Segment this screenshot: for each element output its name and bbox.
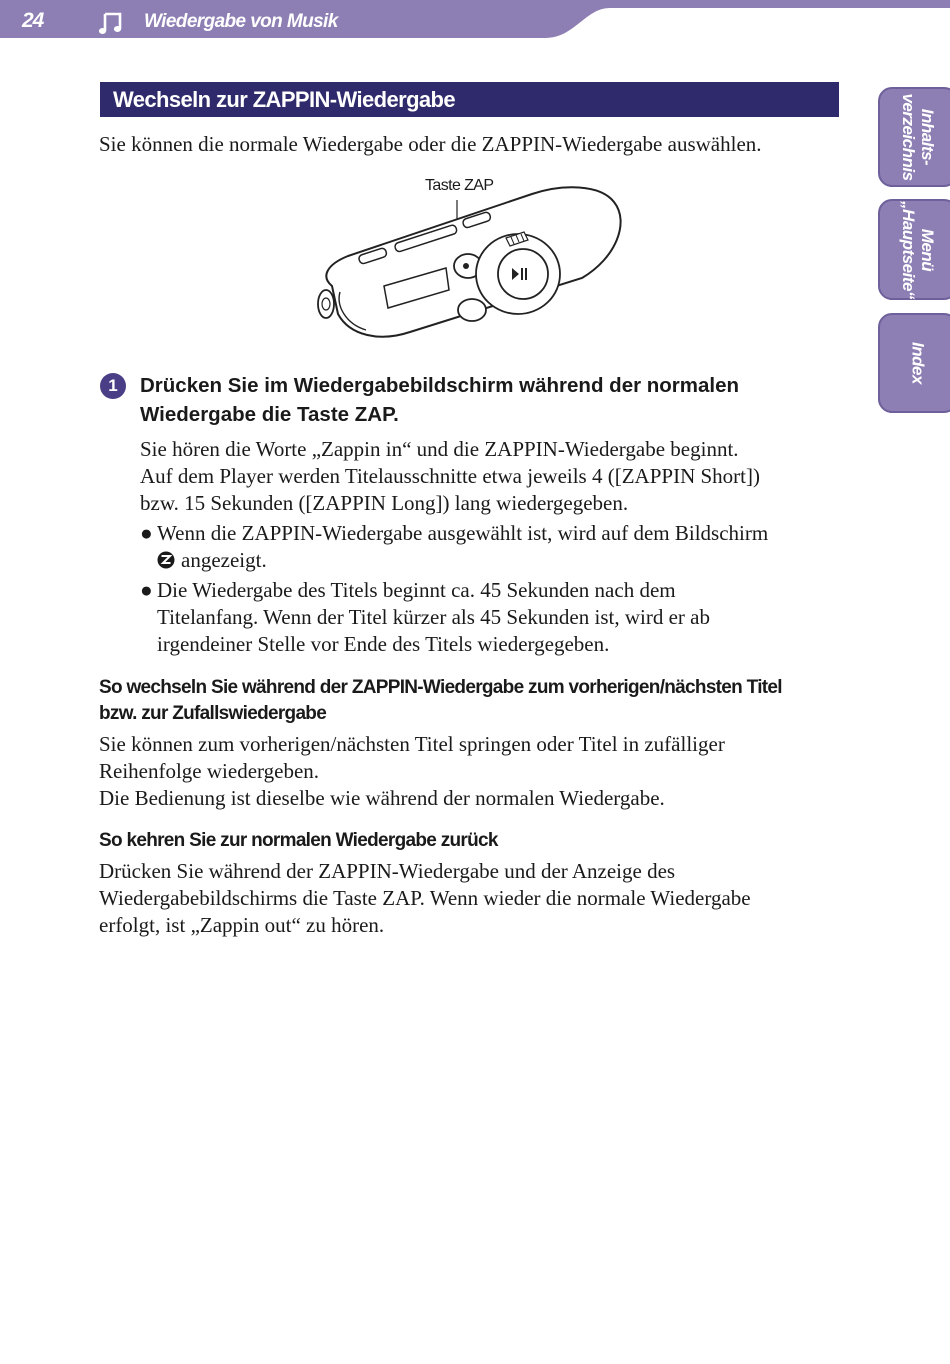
subsection-text: Drücken Sie während der ZAPPIN-Wiedergabe und der Anzeige des Wiedergabebildschirms die Taste ZAP. Wenn wieder die normale Wiedergabe erfolgt, ist „Zappin out“ zu hören. xyxy=(99,859,751,937)
bullet-item: ● Die Wiedergabe des Titels beginnt ca. 45 Sekunden nach dem Titelanfang. Wenn der Titel kürzer als 45 Sekunden ist, wird er ab irgendeiner Stelle vor Ende des Titels wiedergegeben. xyxy=(140,578,710,656)
tab-main-menu[interactable] xyxy=(878,199,950,300)
step-title: Drücken Sie im Wiedergabebildschirm während der normalen Wiedergabe die Taste ZAP. xyxy=(140,374,740,426)
tab-label: Inhalts- verzeichnis xyxy=(899,93,937,181)
bullet-item: ● Wenn die ZAPPIN-Wiedergabe ausgewählt ist, wird auf dem Bildschirm angezeigt. xyxy=(140,521,769,572)
section-title: Wechseln zur ZAPPIN-Wiedergabe xyxy=(100,82,839,117)
tab-label: Index xyxy=(908,342,928,384)
subsection-heading: So wechseln Sie während der ZAPPIN-Wiedergabe zum vorherigen/nächsten Titel bzw. zur Zufallswiedergabe xyxy=(99,677,782,724)
header-title: Wiedergabe von Musik xyxy=(144,11,338,32)
step-body-text: Sie hören die Worte „Zappin in“ und die ZAPPIN-Wiedergabe beginnt. Auf dem Player werden Titelausschnitte etwa jeweils 4 ([ZAPPIN Short]) bzw. 15 Sekunden ([ZAPPIN Long]) lang wiedergegeben. xyxy=(140,437,760,515)
step-number-badge: 1 xyxy=(100,373,126,399)
page-number: 24 xyxy=(22,9,44,32)
tab-table-of-contents[interactable] xyxy=(878,87,950,187)
player-illustration xyxy=(300,174,630,346)
subsection-text: Sie können zum vorherigen/nächsten Titel springen oder Titel in zufälliger Reihenfolge wiedergeben. Die Bedienung ist dieselbe wie während der normalen Wiedergabe. xyxy=(99,732,725,810)
music-note-icon xyxy=(98,10,124,36)
bullet-marker: ● xyxy=(140,578,153,602)
subsection-heading: So kehren Sie zur normalen Wiedergabe zurück xyxy=(99,830,498,851)
tab-label: Menü „Hauptseite“ xyxy=(899,200,937,299)
tab-index[interactable] xyxy=(878,313,950,413)
intro-text: Sie können die normale Wiedergabe oder die ZAPPIN-Wiedergabe auswählen. xyxy=(99,132,762,156)
bullet-marker: ● xyxy=(140,521,153,545)
zappin-icon xyxy=(157,551,175,569)
header-band xyxy=(0,0,950,44)
figure-label: Taste ZAP xyxy=(425,177,494,194)
